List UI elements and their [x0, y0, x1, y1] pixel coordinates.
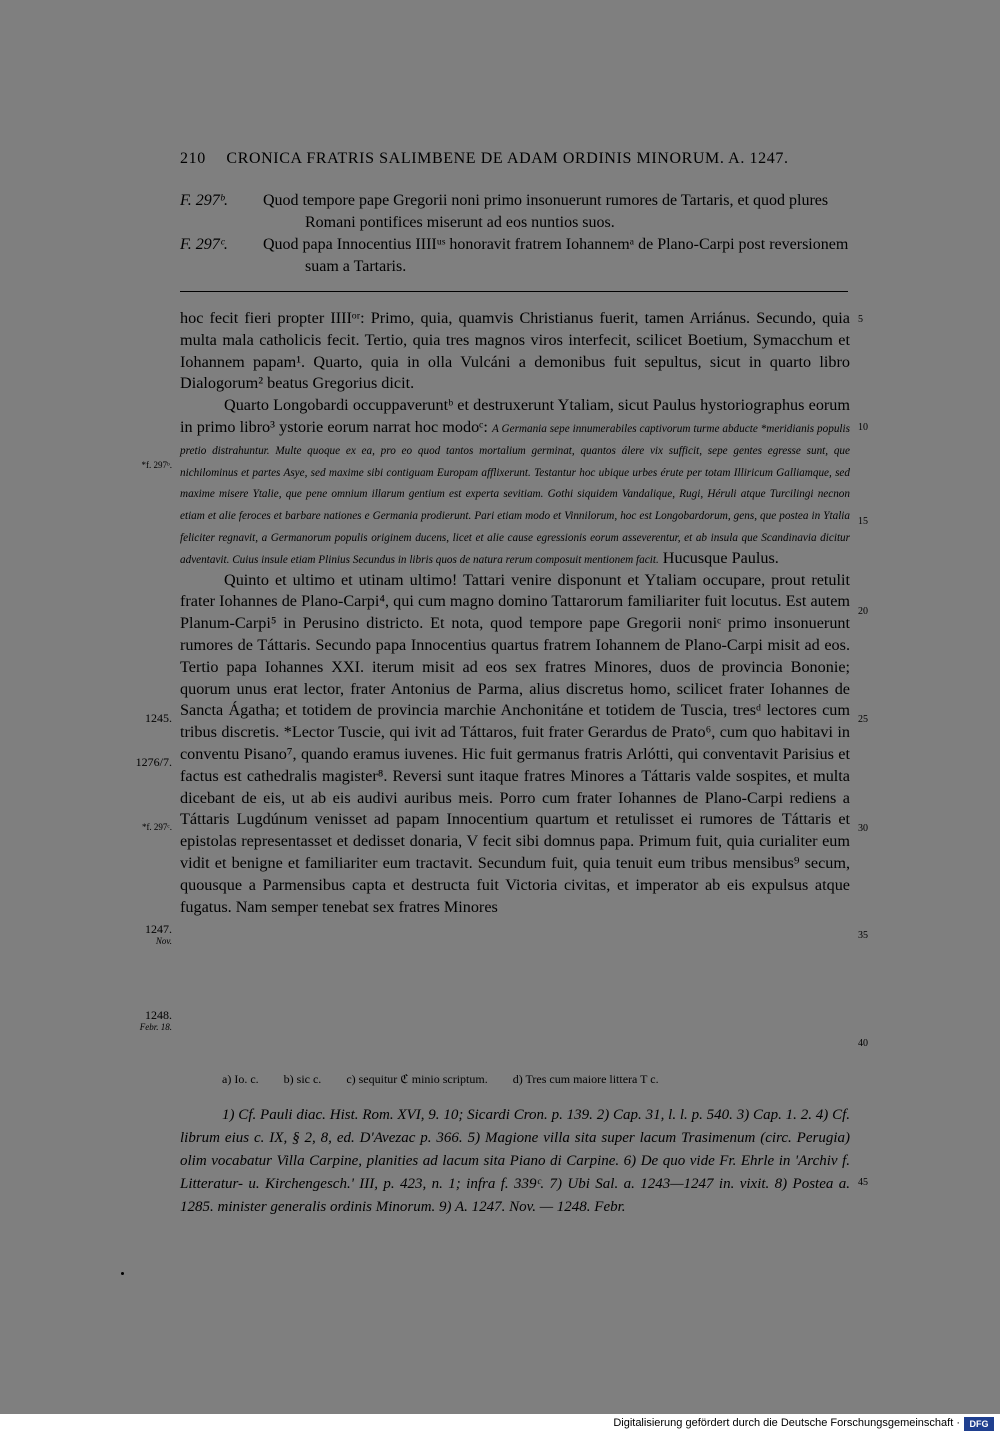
line-number: 5 — [858, 314, 863, 325]
running-title: CRONICA FRATRIS SALIMBENE DE ADAM ORDINIS MINORUM. A. 1247. — [226, 150, 789, 167]
line-number: 15 — [858, 516, 868, 527]
dfg-logo: DFG — [964, 1417, 994, 1431]
apparatus-note: c) sequitur ℭ minio scriptum. — [346, 1072, 488, 1086]
margin-year: 1248. — [145, 1008, 172, 1022]
paragraph: Quinto et ultimo et utinam ultimo! Tattari venire disponunt et Ytaliam occupare, prout retulit frater Iohannes de Plano-Carpi⁴, qui cum magno domino Tattarorum familiariter fuit locutus. Est autem Planum-Carpi⁵ in Perusino districto. Et nota, quod tempore pape Gregorii noniᶜ primo insonuerunt rumores de Táttaris. Secundo papa Innocentius quartus fratrem Iohannem de Plano-Carpi misit ad eos. Tertio papa Iohannes XXI. iterum misit ad eos sex fratres Minores, duos de provincia Bononie; quorum unus erat lector, frater Antonius de Parma, alius discretus homo, scilicet frater Iohannes de Sancta Ágatha; et totidem de provincia marchie Anchonitáne et totidem de Tuscia, tresᵈ lectores cum tribus discretis. *Lector Tuscie, qui ivit ad Táttaros, fuit frater Gerardus de Prato⁶, cum quo habitavi in conventu Pisano⁷, quando eramus iuvenes. Hic fuit germanus fratris Arlótti, qui conventavit Parisius et factus est cathedralis magister⁸. Reversi sunt itaque fratres Minores a Táttaris valde sospites, et multa dicebant de eis, ut ab eis audivi auribus meis. Porro cum frater Iohannes de Plano-Carpi rediens a Táttaris Lugdúnum venisset ad papam Innocentium quartum et retulisset ei rumores de Táttaris et epistolas representasset et dedisset donaria, V fecit sibi domnus papa. Primum fuit, quia curialiter eum vidit et benigne et familiariter eum tractavit. Secundum fuit, quia tenuit eum tribus mensibus⁹ secum, quousque a Parmensibus capta et destructa fuit Victoria civitas, et imperator ab eis expulsus atque fugatus. Nam semper tenebat sex fratres Minores — [180, 570, 850, 916]
summary-entry — [180, 190, 850, 234]
summary-text: Quod tempore pape Gregorii noni primo insonuerunt rumores de Tartaris, et quod plures Romani pontifices miserunt ad eos nuntios suos. — [263, 192, 829, 231]
page-number: 210 — [180, 150, 206, 167]
margin-date — [112, 922, 172, 946]
line-number: 25 — [858, 714, 868, 725]
quotation-pauli: A Germania sepe innumerabiles captivorum turme abducte *meridianis populis pretio distrahuntur. Multe quoque ex ea, pro eo quod tantos mortalium germinat, quantos álere vix sufficit, sepe gentes egresse sunt, que nichilominus et partes Asye, sed maxime sibi contiguam Europam afflixerunt. Testantur hoc ubique urbes érute per totam Illiricum Galliamque, sed maxime misere Ytalie, que pene omnium illarum gentium est experta sevitiam. Gothi siquidem Vandalique, Rugi, Héruli atque Turcilingi necnon etiam et alie feroces et barbare nationes e Germania prodierunt. Pari etiam modo et Vinnilorum, hoc est Longobardorum, gens, que postea in Ytalia feliciter regnavit, a Germanorum populis originem ducens, licet et alie cause egressionis eorum asseverentur, et ab insula que Scandinavia dicitur adventavit. Cuius insule etiam Plinius Secundus in libris quos de natura rerum composuit mentionem facit. — [180, 422, 850, 566]
line-number: 20 — [858, 606, 868, 617]
critical-apparatus — [222, 1072, 681, 1087]
summary-text: Quod papa Innocentius IIIIᵘˢ honoravit fratrem Iohannemᵃ de Plano-Carpi post reversionem suam a Tartaris. — [263, 236, 849, 275]
margin-month: Nov. — [155, 936, 172, 946]
margin-folio: *f. 297ᵇ. — [141, 460, 172, 470]
line-number: 10 — [858, 422, 868, 433]
chapter-summaries — [180, 190, 850, 278]
divider-rule — [180, 291, 848, 292]
apparatus-note: a) Io. c. — [222, 1072, 259, 1086]
line-number: 45 — [858, 1177, 868, 1188]
paragraph-opening: Quarto Longobardi occuppaveruntᵇ et destruxerunt Ytaliam, sicut Paulus hystoriographus eorum in primo libro³ ystorie eorum narrat hoc modoᶜ: — [180, 396, 850, 436]
paragraph — [180, 395, 850, 569]
apparatus-note: d) Tres cum maiore littera T c. — [512, 1072, 659, 1086]
margin-year: 1276/7. — [135, 755, 172, 769]
main-text — [180, 308, 850, 918]
footnotes: 1) Cf. Pauli diac. Hist. Rom. XVI, 9. 10; Sicardi Cron. p. 139. 2) Cap. 31, l. l. p. 540. 3) Cap. 1. 2. 4) Cf. librum eius c. IX, § 2, 8, ed. D'Avezac p. 366. 5) Magione villa sita super lacum Trasimenum (circ. Perugia) olim vocabatur Villa Carpine, planities ad lacum sita Piano di Carpine. 6) De quo vide Fr. Ehrle in 'Archiv f. Litteratur- u. Kirchengesch.' III, p. 423, n. 1; infra f. 339ᶜ. 7) Ubi Sal. a. 1243—1247 in. vixit. 8) Postea a. 1285. minister generalis ordinis Minorum. 9) A. 1247. Nov. — 1248. Febr. — [180, 1107, 850, 1215]
digitization-footer — [0, 1414, 1000, 1434]
apparatus-note: b) sic c. — [283, 1072, 322, 1086]
margin-year: 1247. — [145, 922, 172, 936]
stray-mark — [121, 1272, 124, 1275]
quotation-close: Hucusque Paulus. — [662, 548, 779, 567]
paragraph: hoc fecit fieri propter IIIIᵒʳ: Primo, quia, quamvis Christianus fuerit, tamen Arriánus. Secundo, quia multa mala catholicis fecit. Tertio, quia tres magnos viros interfecit, scilicet Boetium, Symacchum et Iohannem papam¹. Quarto, quia in olla Vulcáni a demonibus fuit sepultus, sicut in quarto libro Dialogorum² beatus Gregorius dicit. — [180, 309, 850, 393]
margin-date — [112, 1008, 172, 1032]
line-number: 30 — [858, 823, 868, 834]
margin-year: 1245. — [145, 711, 172, 725]
running-header — [180, 150, 850, 168]
line-number: 35 — [858, 930, 868, 941]
funding-credit: Digitalisierung gefördert durch die Deutsche Forschungsgemeinschaft · — [613, 1417, 960, 1429]
summary-entry — [180, 234, 850, 278]
folio-ref: F. 297ᶜ. — [180, 236, 228, 253]
margin-month: Febr. 18. — [139, 1022, 172, 1032]
folio-ref: F. 297ᵇ. — [180, 192, 229, 209]
margin-folio: *f. 297ᶜ. — [141, 822, 172, 832]
line-number: 40 — [858, 1038, 868, 1049]
